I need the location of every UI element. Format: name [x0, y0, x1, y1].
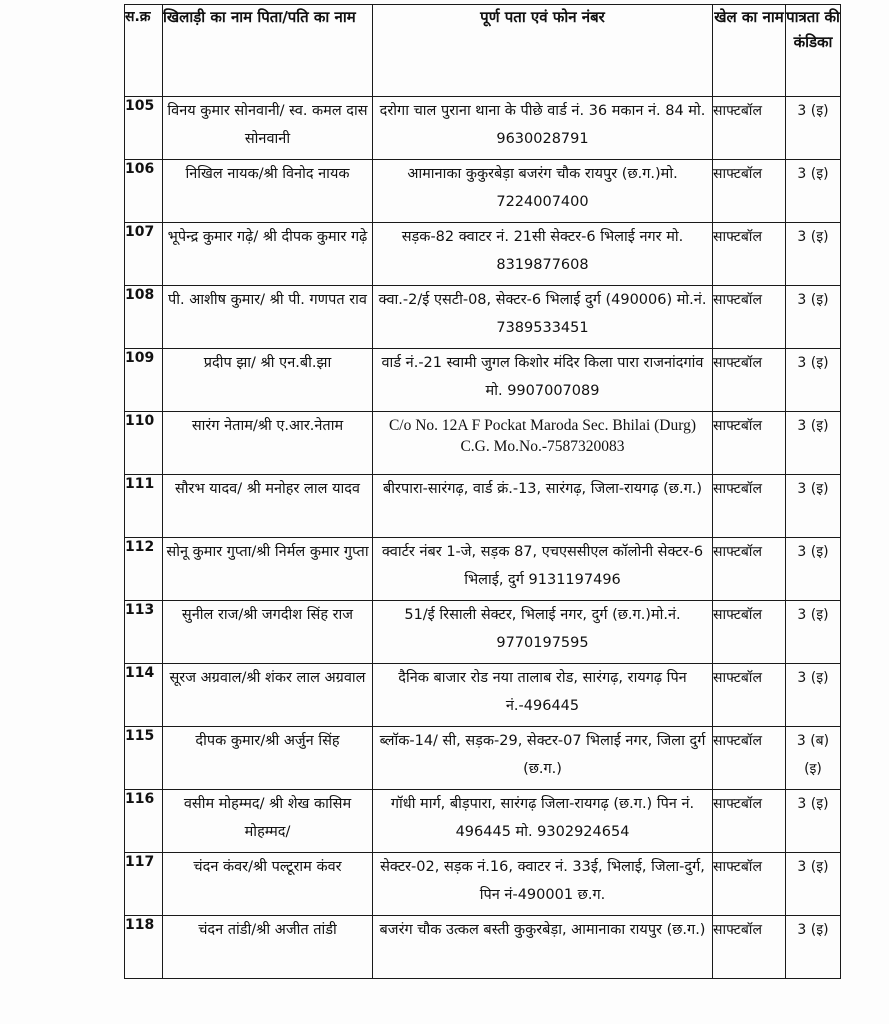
- game-cell: साफ्टबॉल: [713, 286, 786, 349]
- table-row: [125, 790, 841, 853]
- serial-cell: 117: [125, 853, 163, 916]
- table-row: [125, 727, 841, 790]
- eligibility-cell: 3 (इ): [786, 223, 841, 286]
- eligibility-cell: 3 (इ): [786, 349, 841, 412]
- table-row: [125, 223, 841, 286]
- player-roster-table: [124, 4, 841, 979]
- serial-cell: 107: [125, 223, 163, 286]
- address-cell: [373, 412, 713, 475]
- eligibility-cell: 3 (इ): [786, 286, 841, 349]
- table-row: [125, 97, 841, 160]
- address-cell: क्वार्टर नंबर 1-जे, सड़क 87, एचएससीएल कॉलोनी सेक्टर-6 भिलाई, दुर्ग 9131197496: [373, 538, 713, 601]
- eligibility-cell: 3 (ब) (इ): [786, 727, 841, 790]
- game-cell: साफ्टबॉल: [713, 349, 786, 412]
- table-row: [125, 664, 841, 727]
- serial-cell: 116: [125, 790, 163, 853]
- serial-cell: 113: [125, 601, 163, 664]
- address-cell: क्वा.-2/ई एसटी-08, सेक्टर-6 भिलाई दुर्ग (490006) मो.नं. 7389533451: [373, 286, 713, 349]
- eligibility-cell: 3 (इ): [786, 475, 841, 538]
- table-row: [125, 349, 841, 412]
- player-name-cell: सोनू कुमार गुप्ता/श्री निर्मल कुमार गुप्ता: [163, 538, 373, 601]
- eligibility-cell: 3 (इ): [786, 538, 841, 601]
- serial-cell: 108: [125, 286, 163, 349]
- player-name-cell: वसीम मोहम्मद/ श्री शेख कासिम मोहम्मद/: [163, 790, 373, 853]
- game-cell: साफ्टबॉल: [713, 601, 786, 664]
- header-row: [125, 5, 841, 97]
- eligibility-cell: 3 (इ): [786, 97, 841, 160]
- game-cell: साफ्टबॉल: [713, 475, 786, 538]
- serial-cell: 115: [125, 727, 163, 790]
- table-body: [125, 97, 841, 979]
- serial-cell: 114: [125, 664, 163, 727]
- player-name-cell: चंदन कंवर/श्री पल्टूराम कंवर: [163, 853, 373, 916]
- address-cell: 51/ई रिसाली सेक्टर, भिलाई नगर, दुर्ग (छ.ग.)मो.नं. 9770197595: [373, 601, 713, 664]
- game-cell: साफ्टबॉल: [713, 790, 786, 853]
- game-cell: साफ्टबॉल: [713, 412, 786, 475]
- serial-column-header: स.क्र: [125, 5, 163, 97]
- serial-cell: 106: [125, 160, 163, 223]
- game-cell: साफ्टबॉल: [713, 853, 786, 916]
- address-column-header: पूर्ण पता एवं फोन नंबर: [373, 5, 713, 97]
- serial-cell: 105: [125, 97, 163, 160]
- player-name-cell: पी. आशीष कुमार/ श्री पी. गणपत राव: [163, 286, 373, 349]
- eligibility-cell: 3 (इ): [786, 412, 841, 475]
- table-row: [125, 412, 841, 475]
- player-name-cell: भूपेन्द्र कुमार गढ़े/ श्री दीपक कुमार गढ़े: [163, 223, 373, 286]
- player-name-cell: विनय कुमार सोनवानी/ स्व. कमल दास सोनवानी: [163, 97, 373, 160]
- address-cell: सेक्टर-02, सड़क नं.16, क्वाटर नं. 33ई, भिलाई, जिला-दुर्ग, पिन नं-490001 छ.ग.: [373, 853, 713, 916]
- player-name-cell: दीपक कुमार/श्री अर्जुन सिंह: [163, 727, 373, 790]
- address-cell: बजरंग चौक उत्कल बस्ती कुकुरबेड़ा, आमानाका रायपुर (छ.ग.): [373, 916, 713, 979]
- address-cell: वार्ड नं.-21 स्वामी जुगल किशोर मंदिर किला पारा राजनांदगांव मो. 9907007089: [373, 349, 713, 412]
- game-cell: साफ्टबॉल: [713, 223, 786, 286]
- eligibility-column-header: पात्रता की कंडिका: [786, 5, 841, 97]
- address-cell: बीरपारा-सारंगढ़, वार्ड क्रं.-13, सारंगढ़, जिला-रायगढ़ (छ.ग.): [373, 475, 713, 538]
- table-row: [125, 286, 841, 349]
- game-cell: साफ्टबॉल: [713, 727, 786, 790]
- table-row: [125, 538, 841, 601]
- address-cell: गॉधी मार्ग, बीड़पारा, सारंगढ़ जिला-रायगढ़ (छ.ग.) पिन नं. 496445 मो. 9302924654: [373, 790, 713, 853]
- address-cell: ब्लॉक-14/ सी, सड़क-29, सेक्टर-07 भिलाई नगर, जिला दुर्ग (छ.ग.): [373, 727, 713, 790]
- game-cell: साफ्टबॉल: [713, 97, 786, 160]
- address-cell: दरोगा चाल पुराना थाना के पीछे वार्ड नं. 36 मकान नं. 84 मो. 9630028791: [373, 97, 713, 160]
- game-cell: साफ्टबॉल: [713, 160, 786, 223]
- table-row: [125, 475, 841, 538]
- player-name-cell: सुनील राज/श्री जगदीश सिंह राज: [163, 601, 373, 664]
- game-column-header: खेल का नाम: [713, 5, 786, 97]
- name-column-header: खिलाड़ी का नाम पिता/पति का नाम: [163, 5, 373, 97]
- player-name-cell: सौरभ यादव/ श्री मनोहर लाल यादव: [163, 475, 373, 538]
- eligibility-cell: 3 (इ): [786, 664, 841, 727]
- serial-cell: 111: [125, 475, 163, 538]
- player-name-cell: सारंग नेताम/श्री ए.आर.नेताम: [163, 412, 373, 475]
- serial-cell: 118: [125, 916, 163, 979]
- table-header: [125, 5, 841, 97]
- player-name-cell: चंदन तांडी/श्री अजीत तांडी: [163, 916, 373, 979]
- table-row: [125, 160, 841, 223]
- serial-cell: 109: [125, 349, 163, 412]
- game-cell: साफ्टबॉल: [713, 916, 786, 979]
- table-row: [125, 916, 841, 979]
- table-row: [125, 601, 841, 664]
- eligibility-cell: 3 (इ): [786, 160, 841, 223]
- address-english-text: C/o No. 12A F Pockat Maroda Sec. Bhilai (Durg) C.G. Mo.No.-7587320083: [388, 417, 697, 455]
- address-cell: दैनिक बाजार रोड नया तालाब रोड, सारंगढ़, रायगढ़ पिन नं.-496445: [373, 664, 713, 727]
- address-cell: आमानाका कुकुरबेड़ा बजरंग चौक रायपुर (छ.ग.)मो. 7224007400: [373, 160, 713, 223]
- eligibility-cell: 3 (इ): [786, 853, 841, 916]
- serial-cell: 112: [125, 538, 163, 601]
- game-cell: साफ्टबॉल: [713, 538, 786, 601]
- player-name-cell: प्रदीप झा/ श्री एन.बी.झा: [163, 349, 373, 412]
- eligibility-cell: 3 (इ): [786, 916, 841, 979]
- player-name-cell: सूरज अग्रवाल/श्री शंकर लाल अग्रवाल: [163, 664, 373, 727]
- serial-cell: 110: [125, 412, 163, 475]
- eligibility-cell: 3 (इ): [786, 790, 841, 853]
- address-cell: सड़क-82 क्वाटर नं. 21सी सेक्टर-6 भिलाई नगर मो. 8319877608: [373, 223, 713, 286]
- eligibility-cell: 3 (इ): [786, 601, 841, 664]
- table-row: [125, 853, 841, 916]
- game-cell: साफ्टबॉल: [713, 664, 786, 727]
- player-name-cell: निखिल नायक/श्री विनोद नायक: [163, 160, 373, 223]
